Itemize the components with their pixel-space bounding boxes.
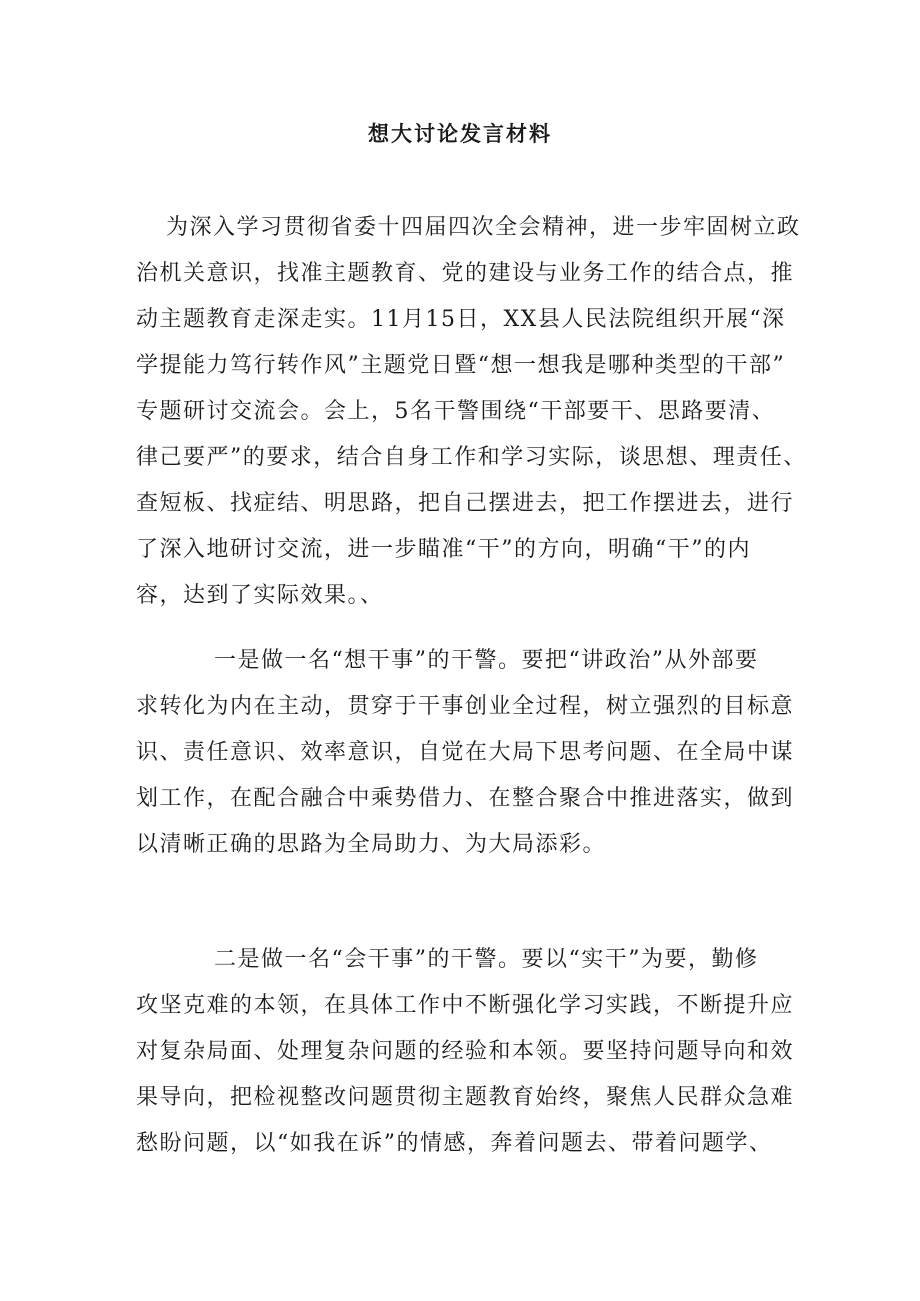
paragraph-line: 了深入地研讨交流，进一步瞄准“干”的方向，明确“干”的内 xyxy=(136,537,751,562)
paragraph-line: 动主题教育走深走实。11月15日，XX县人民法院组织开展“深 xyxy=(136,307,786,332)
paragraph-line: 查短板、找症结、明思路，把自己摆进去，把工作摆进去，进行 xyxy=(136,491,795,516)
paragraph-line: 果导向，把检视整改问题贯彻主题教育始终，聚焦人民群众急难 xyxy=(136,1085,795,1110)
paragraph-line: 为深入学习贯彻省委十四届四次全会精神，进一步牢固树立政 xyxy=(166,215,801,240)
paragraph-line: 容，达到了实际效果。、 xyxy=(136,583,384,608)
paragraph-line: 专题研讨交流会。会上，5名干警围绕“干部要干、思路要清、 xyxy=(136,399,776,424)
paragraph-line: 愁盼问题，以“如我在诉”的情感，奔着问题去、带着问题学、 xyxy=(136,1131,773,1156)
paragraph-line: 求转化为内在主动，贯穿于干事创业全过程，树立强烈的目标意 xyxy=(136,694,795,719)
paragraph-line: 一是做一名“想干事”的干警。要把“讲政治”从外部要 xyxy=(214,648,759,673)
paragraph-line: 二是做一名“会干事”的干警。要以“实干”为要，勤修 xyxy=(214,947,759,972)
paragraph-line: 识、责任意识、效率意识，自觉在大局下思考问题、在全局中谋 xyxy=(136,740,795,765)
paragraph-line: 以清晰正确的思路为全局助力、为大局添彩。 xyxy=(136,832,607,857)
paragraph-line: 对复杂局面、处理复杂问题的经验和本领。要坚持问题导向和效 xyxy=(136,1039,795,1064)
paragraph-line: 律己要严”的要求，结合自身工作和学习实际，谈思想、理责任、 xyxy=(136,445,807,470)
paragraph-line: 攻坚克难的本领，在具体工作中不断强化学习实践，不断提升应 xyxy=(136,993,795,1018)
paragraph-line: 治机关意识，找准主题教育、党的建设与业务工作的结合点，推 xyxy=(136,261,795,286)
document-title: 想大讨论发言材料 xyxy=(368,121,552,146)
paragraph-line: 学提能力笃行转作风”主题党日暨“想一想我是哪种类型的干部” xyxy=(136,353,786,378)
paragraph-line: 划工作，在配合融合中乘势借力、在整合聚合中推进落实，做到 xyxy=(136,786,795,811)
